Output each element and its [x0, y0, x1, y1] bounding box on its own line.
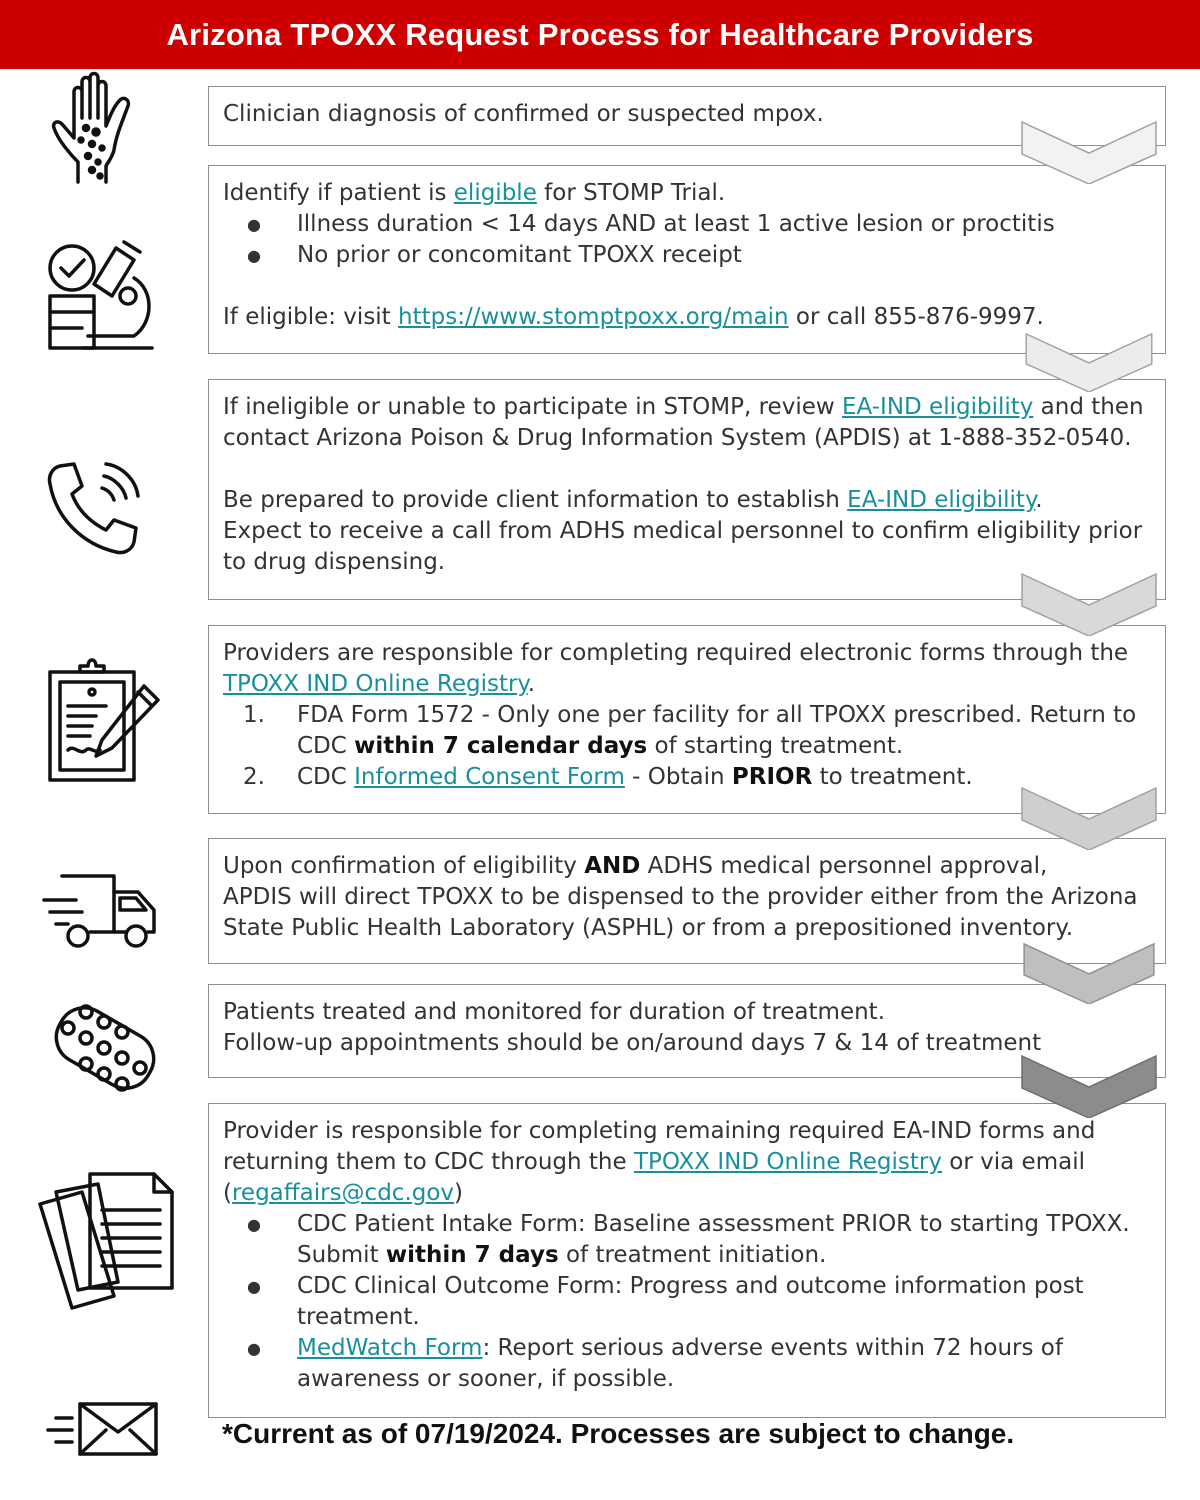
- tpoxx-registry-link-2[interactable]: TPOXX IND Online Registry: [633, 1149, 942, 1175]
- step-2-visit: If eligible: visit https://www.stomptpoxx.org/main or call 855-876-9997.: [223, 304, 1044, 330]
- chevron-down-icon: [1020, 332, 1158, 392]
- chevron-down-icon: [1020, 1054, 1158, 1118]
- page-title: Arizona TPOXX Request Process for Healthcare Providers: [166, 16, 1034, 52]
- chevron-down-icon: [1020, 572, 1158, 636]
- step-7-forms-list: [223, 1209, 1147, 1395]
- chevron-down-icon: [1020, 120, 1158, 184]
- ea-ind-eligibility-link-2[interactable]: EA-IND eligibility: [847, 487, 1036, 513]
- tpoxx-registry-link[interactable]: TPOXX IND Online Registry: [223, 671, 528, 697]
- envelope-icon: [42, 1400, 160, 1458]
- list-item: 1. FDA Form 1572 - Only one per facility for all TPOXX prescribed. Return to CDC within 7 calendar days of starting treatment.: [243, 702, 1137, 759]
- step-3-para-1: If ineligible or unable to participate in STOMP, review EA-IND eligibility and then contact Arizona Poison & Drug Information System (APDIS) at 1-888-352-0540.: [223, 394, 1144, 451]
- phone-icon: [44, 460, 142, 558]
- documents-icon: [38, 1170, 176, 1310]
- hand-rash-icon: [48, 70, 138, 188]
- chevron-down-icon: [1020, 942, 1158, 1004]
- step-6-line-2: Follow-up appointments should be on/around days 7 & 14 of treatment: [223, 1030, 1042, 1056]
- step-2-criteria-list: [223, 209, 1147, 271]
- list-item: ● CDC Clinical Outcome Form: Progress and outcome information post treatment.: [223, 1271, 1147, 1333]
- informed-consent-form-link[interactable]: Informed Consent Form: [354, 764, 625, 790]
- title-banner: [0, 0, 1200, 69]
- list-item: ● Illness duration < 14 days AND at least 1 active lesion or proctitis: [223, 209, 1147, 240]
- cdc-email-link[interactable]: regaffairs@cdc.gov: [231, 1180, 455, 1206]
- ea-ind-eligibility-link[interactable]: EA-IND eligibility: [841, 394, 1034, 420]
- list-item: ● MedWatch Form: Report serious adverse events within 72 hours of awareness or sooner, if possible.: [223, 1333, 1147, 1395]
- step-1-text: Clinician diagnosis of confirmed or suspected mpox.: [223, 101, 824, 127]
- delivery-truck-icon: [42, 870, 160, 954]
- list-item: 2. CDC Informed Consent Form - Obtain PRIOR to treatment.: [243, 764, 973, 790]
- step-6-line-1: Patients treated and monitored for duration of treatment.: [223, 999, 886, 1025]
- eligible-link[interactable]: eligible: [453, 180, 537, 206]
- stomp-website-link[interactable]: https://www.stomptpoxx.org/main: [398, 304, 789, 330]
- list-item: ● CDC Patient Intake Form: Baseline assessment PRIOR to starting TPOXX. Submit within 7 days of treatment initiation.: [223, 1209, 1147, 1271]
- step-3-para-2: Be prepared to provide client information to establish EA-IND eligibility.: [223, 487, 1043, 513]
- list-item: ● No prior or concomitant TPOXX receipt: [223, 240, 1147, 271]
- step-5-line-2: APDIS will direct TPOXX to be dispensed to the provider either from the Arizona State Public Health Laboratory (ASPHL) or from a prepositioned inventory.: [223, 884, 1138, 941]
- step-2-intro: Identify if patient is eligible for STOMP Trial.: [223, 180, 726, 206]
- chevron-down-icon: [1020, 786, 1158, 850]
- step-7-intro: Provider is responsible for completing remaining required EA-IND forms and returning them to CDC through the TPOXX IND Online Registry or via email (regaffairs@cdc.gov): [223, 1118, 1096, 1206]
- step-4-forms-list: [223, 700, 1147, 793]
- clipboard-pen-icon: [46, 656, 166, 784]
- step-7-box: [208, 1103, 1166, 1418]
- medwatch-form-link[interactable]: MedWatch Form: [297, 1335, 483, 1361]
- microscope-checkmark-icon: [42, 240, 160, 356]
- step-3-para-3: Expect to receive a call from ADHS medical personnel to confirm eligibility prior to drug dispensing.: [223, 518, 1143, 575]
- step-3-box: [208, 379, 1166, 600]
- pill-blister-icon: [46, 990, 164, 1106]
- step-2-box: [208, 165, 1166, 354]
- step-4-intro: Providers are responsible for completing required electronic forms through the TPOXX IND Online Registry.: [223, 640, 1129, 697]
- step-5-line-1: Upon confirmation of eligibility AND ADHS medical personnel approval,: [223, 853, 1048, 879]
- footer-note: *Current as of 07/19/2024. Processes are subject to change.: [222, 1418, 1015, 1449]
